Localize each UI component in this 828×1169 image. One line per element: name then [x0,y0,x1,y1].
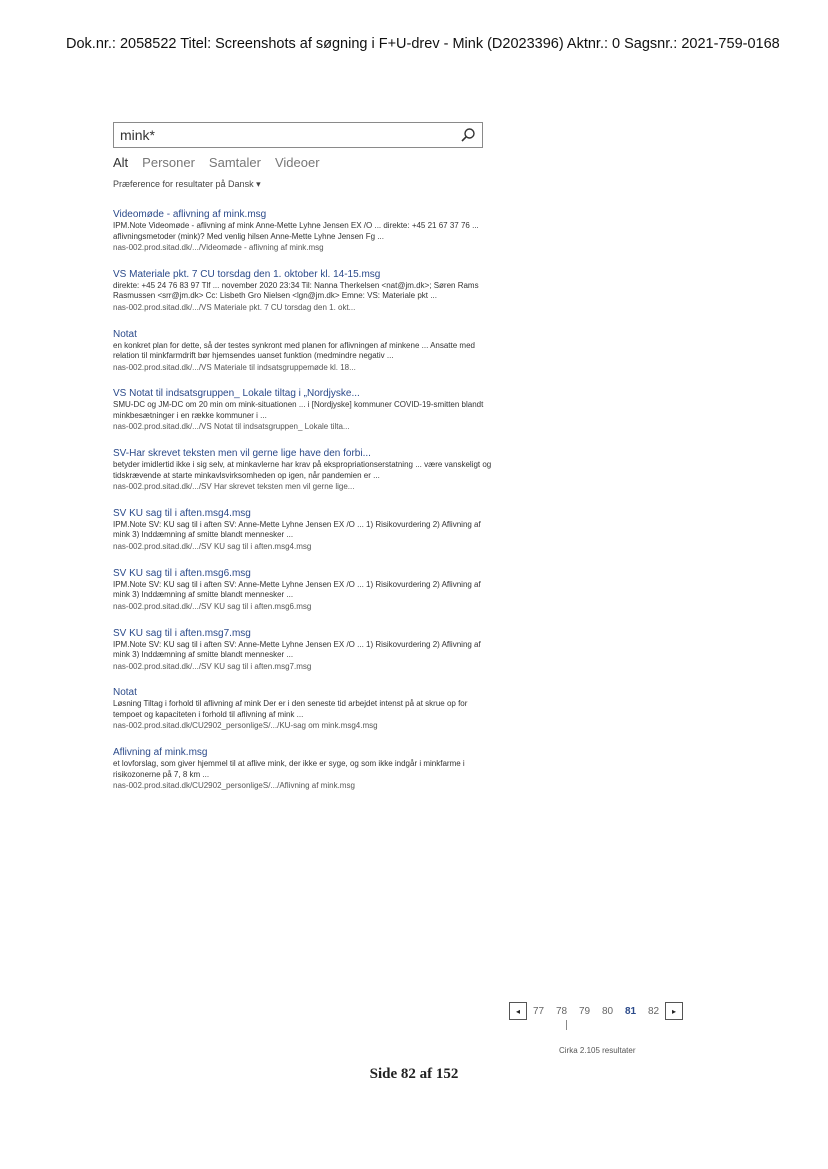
result-title-link[interactable]: SV KU sag til i aften.msg7.msg [113,627,251,639]
result-title-link[interactable]: VS Materiale pkt. 7 CU torsdag den 1. oktober kl. 14-15.msg [113,268,381,280]
result-url: nas-002.prod.sitad.dk/.../SV KU sag til i aften.msg4.msg [113,541,312,551]
tab-videos[interactable]: Videoer [274,155,320,170]
result-title-link[interactable]: Videomøde - aflivning af mink.msg [113,209,267,220]
result-snippet: IPM.Note SV: KU sag til i aften SV: Anne-Mette Lyhne Jensen EX /O ... 1) Risikovurdering 2) Aflivning af mink 3) Inddæmning af smitte blandt mennesker ... [113,519,481,540]
page-link-77[interactable]: 77 [532,1005,545,1017]
result-snippet: IPM.Note SV: KU sag til i aften SV: Anne-Mette Lyhne Jensen EX /O ... 1) Risikovurdering 2) Aflivning af mink 3) Inddæmning af smitte blandt mennesker ... [113,579,481,600]
result-snippet: SMU-DC og JM-DC om 20 min om mink-situationen ... i [Nordjyske] kommuner COVID-19-smitten blandt minkbesætninger i en række kommuner i ... [113,400,484,420]
pagination [509,1002,683,1020]
tab-conversations[interactable]: Samtaler [208,155,261,170]
result-item [113,567,493,612]
result-item [113,387,493,432]
result-title-link[interactable]: VS Notat til indsatsgruppen_ Lokale tiltag i „Nordjyske... [113,388,360,400]
result-item [113,447,493,492]
next-page-button[interactable]: ▸ [665,1002,683,1020]
result-snippet: et lovforslag, som giver hjemmel til at aflive mink, der ikke er syge, og som ikke indgår i minkfarme i risikozonerne på 7, 8 km ... [113,759,465,779]
result-snippet: betyder imidlertid ikke i sig selv, at minkavlerne har krav på ekspropriationserstatning ... være vanskeligt og tidskrævende at starte minkavlsvirksomheden op igen, når pandemien er ... [113,460,492,480]
tab-people[interactable]: Personer [142,155,195,170]
result-url: nas-002.prod.sitad.dk/.../SV KU sag til i aften.msg7.msg [113,661,312,671]
result-title-link[interactable]: Notat [113,687,137,699]
result-title-link[interactable]: SV KU sag til i aften.msg4.msg [113,507,251,519]
result-snippet: en konkret plan for dette, så der testes synkront med planen for aflivningen af minkene ... Ansatte med relation til minkfarmdrift bør hjemsendes uanset funktion (medmindre negativ ... [113,340,475,361]
page-link-79[interactable]: 79 [578,1005,591,1017]
result-url: nas-002.prod.sitad.dk/.../Videomøde - aflivning af mink.msg [113,243,324,252]
result-item [113,328,493,373]
result-title-link[interactable]: SV KU sag til i aften.msg6.msg [113,567,251,579]
page-link-current[interactable]: 81 [624,1005,637,1017]
search-scope-tabs [113,155,483,170]
result-title-link[interactable]: SV-Har skrevet teksten men vil gerne lige have den forbi... [113,448,371,460]
search-area [113,122,483,190]
result-item [113,627,493,672]
search-input[interactable] [118,124,442,146]
result-url: nas-002.prod.sitad.dk/CU2902_personligeS/.../KU-sag om mink.msg4.msg [113,721,378,731]
result-snippet: direkte: +45 24 76 83 97 Tlf ... november 2020 23:34 Til: Nanna Therkelsen <nat@jm.dk>; Søren Rams Rasmussen <srr@jm.dk> Cc: Lisbeth Gro Nielsen <lgn@jm.dk> Emne: VS: Materiale pkt ... [113,280,479,301]
page-number-footer: Side 82 af 152 [369,1066,459,1082]
search-box [113,122,483,148]
language-preference-link[interactable]: Præference for resultater på Dansk ▾ [113,179,261,189]
result-url: nas-002.prod.sitad.dk/.../VS Notat til indsatsgruppen_ Lokale tilta... [113,422,350,432]
result-url: nas-002.prod.sitad.dk/.../SV Har skrevet teksten men vil gerne lige... [113,482,355,492]
result-item [113,686,493,731]
pager-divider [566,1020,567,1030]
tab-all[interactable]: Alt [113,155,129,170]
page-link-82[interactable]: 82 [647,1005,660,1017]
result-title-link[interactable]: Aflivning af mink.msg [113,747,208,759]
result-count: Cirka 2.105 resultater [559,1046,636,1055]
previous-page-button[interactable]: ◂ [509,1002,527,1020]
result-url: nas-002.prod.sitad.dk/.../VS Materiale til indsatsgruppemøde kl. 18... [113,362,356,372]
result-title-link[interactable]: Notat [113,328,137,340]
search-button[interactable] [458,125,478,145]
results-list [113,208,493,806]
result-item [113,507,493,552]
result-item [113,208,493,253]
result-url: nas-002.prod.sitad.dk/.../SV KU sag til i aften.msg6.msg [113,601,312,611]
result-snippet: IPM.Note SV: KU sag til i aften SV: Anne-Mette Lyhne Jensen EX /O ... 1) Risikovurdering 2) Aflivning af mink 3) Inddæmning af smitte blandt mennesker ... [113,639,481,660]
result-snippet: IPM.Note Videomøde - aflivning af mink Anne-Mette Lyhne Jensen EX /O ... direkte: +45 21 67 37 76 ... aflivningsmetoder (mink)? Med venlig hilsen Anne-Mette Lyhne Jensen Fg ... [113,221,479,241]
page-link-80[interactable]: 80 [601,1005,614,1017]
result-item [113,746,493,791]
document-header: Dok.nr.: 2058522 Titel: Screenshots af søgning i F+U-drev - Mink (D2023396) Aktnr.: 0 Sagsnr.: 2021-759-0168 [66,36,780,52]
page-link-78[interactable]: 78 [555,1005,568,1017]
result-url: nas-002.prod.sitad.dk/.../VS Materiale pkt. 7 CU torsdag den 1. okt... [113,302,356,312]
search-icon [460,127,476,143]
result-item [113,268,493,313]
result-url: nas-002.prod.sitad.dk/CU2902_personligeS/.../Aflivning af mink.msg [113,781,355,791]
result-snippet: Løsning Tiltag i forhold til aflivning af mink Der er i den seneste tid arbejdet intenst på at skrue op for tempoet og kapaciteten i forhold til aflivning af mink ... [113,699,468,719]
